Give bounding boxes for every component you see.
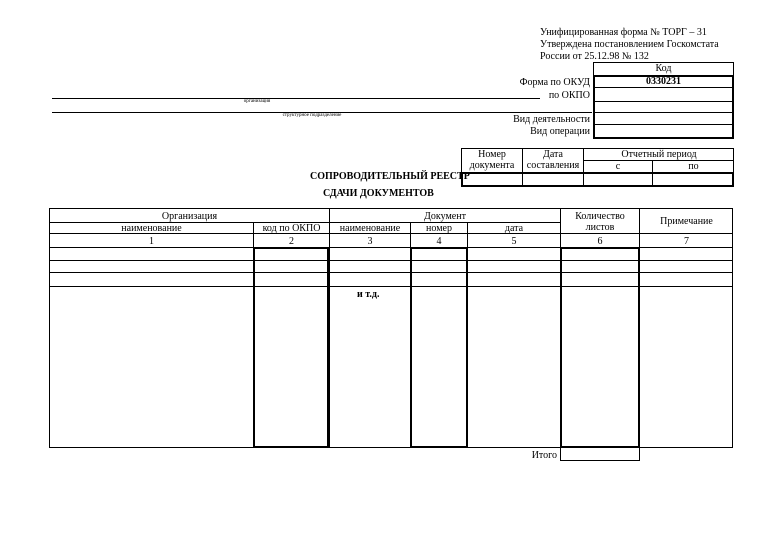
organization-caption: организация [243, 99, 271, 104]
doc-group-header: Документ [424, 211, 466, 222]
period-to: по [688, 161, 699, 172]
division-caption: структурное подразделение [282, 113, 342, 118]
doc-number-header: Номер документа [469, 149, 515, 171]
code-header-cell [593, 62, 734, 76]
doc-date-header: Дата составления [526, 149, 580, 171]
total-cell [560, 447, 640, 461]
okpo-label: по ОКПО [548, 90, 590, 101]
form-line-3: России от 25.12.98 № 132 [540, 51, 649, 62]
col-num-1: 1 [149, 236, 154, 247]
okud-label: Форма по ОКУД [519, 77, 590, 88]
note-header: Примечание [660, 216, 713, 227]
okpo-column-frame [253, 247, 329, 448]
col-num-2: 2 [289, 236, 294, 247]
org-group-header: Организация [161, 211, 218, 222]
col-num-5: 5 [511, 236, 517, 247]
col-org-name: наименование [121, 223, 182, 234]
form-line-2: Утверждена постановлением Госкомстата [540, 39, 719, 50]
operation-label: Вид операции [530, 126, 590, 137]
col-num-3: 3 [367, 236, 373, 247]
qty-column-frame [560, 247, 640, 448]
title-line-2: СДАЧИ ДОКУМЕНТОВ [323, 188, 434, 199]
title-line-1: СОПРОВОДИТЕЛЬНЫЙ РЕЕСТР [310, 171, 470, 182]
etc-text: и т.д. [357, 289, 380, 300]
total-label: Итого [531, 450, 557, 461]
doc-meta-values [461, 172, 734, 187]
qty-header: Количество листов [575, 211, 625, 233]
col-num-6: 6 [597, 236, 603, 247]
activity-label: Вид деятельности [513, 114, 590, 125]
okud-value: 0330231 [646, 76, 681, 87]
col-number: номер [426, 223, 452, 234]
col-okpo: код по ОКПО [262, 223, 321, 234]
col-num-7: 7 [684, 236, 689, 247]
period-header: Отчетный период [621, 149, 697, 160]
col-num-4: 4 [436, 236, 442, 247]
col-doc-name: наименование [339, 223, 401, 234]
form-line-1: Унифицированная форма № ТОРГ – 31 [540, 27, 707, 38]
period-from: с [615, 161, 621, 172]
code-title: Код [655, 63, 672, 74]
col-date: дата [504, 223, 524, 234]
number-column-frame [410, 247, 468, 448]
